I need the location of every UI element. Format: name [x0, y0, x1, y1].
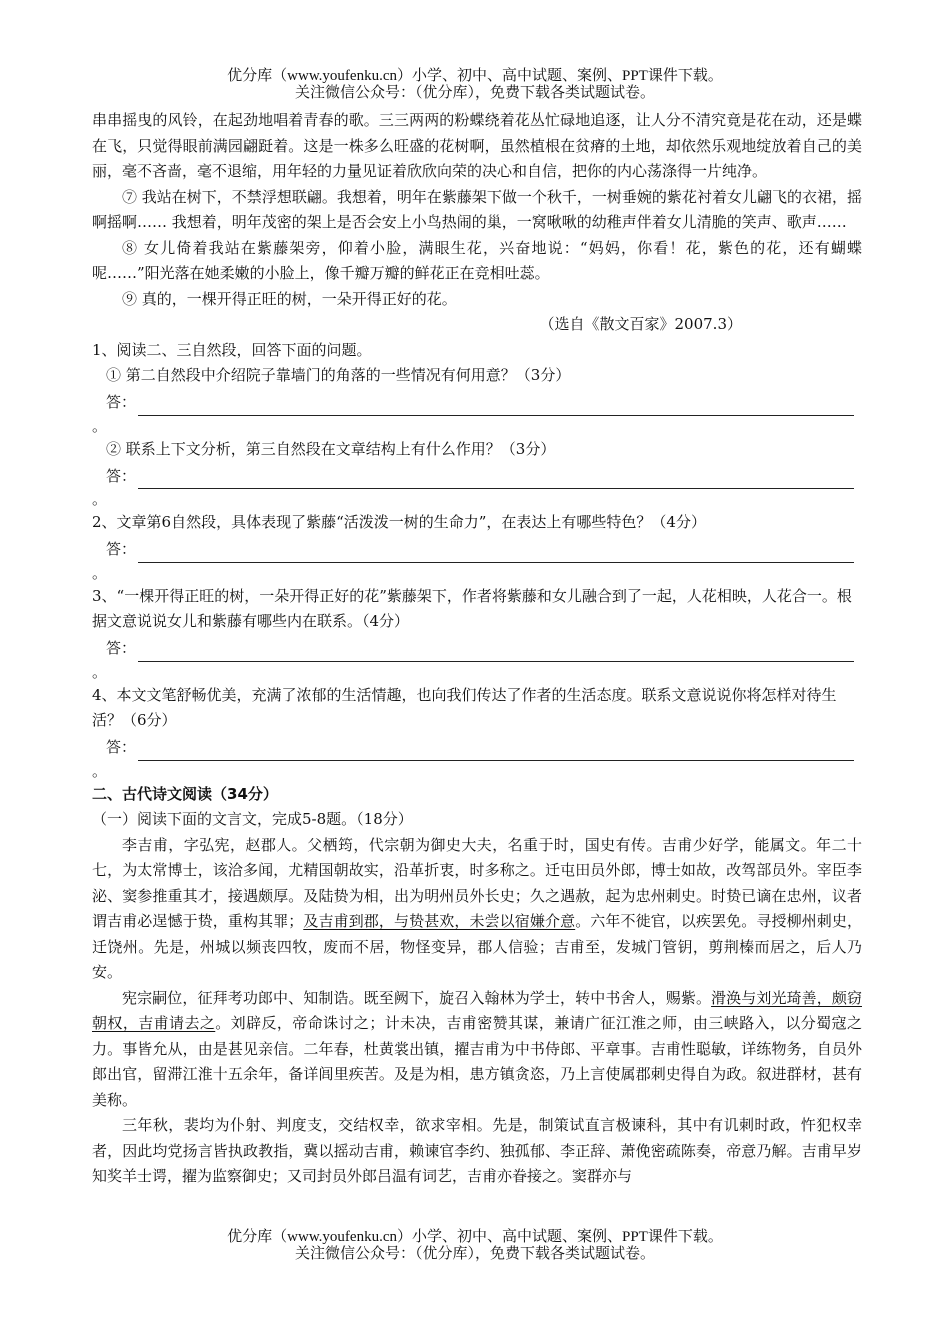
- answer-end-mark: 。: [92, 490, 108, 508]
- classical-text: 宪宗嗣位，征拜考功郎中、知制诰。既至阙下，旋召入翰林为学士，转中书舍人，赐紫。: [122, 988, 712, 1007]
- passage-paragraph-6-continued: 串串摇曳的风铃，在起劲地唱着青春的歌。三三两两的粉蝶绕着花丛忙碌地追逐，让人分不清究竟是花在动，还是蝶在飞，只觉得眼前满园翩跹着。这是一株多么旺盛的花树啊，虽然植根在贫瘠的土地，却依然乐观地绽放着自己的美丽，毫不吝啬，毫不退缩，用年轻的力量见证着欣欣向荣的决心和自信，把你的内心荡涤得一片纯净。: [92, 111, 862, 180]
- page-header: [0, 68, 950, 102]
- answer-line-2[interactable]: [92, 536, 862, 563]
- section-2-instructions: （一）阅读下面的文言文，完成5-8题。（18分）: [92, 810, 413, 828]
- answer-blank[interactable]: [138, 643, 854, 662]
- header-line-1: 优分库（www.youfenku.cn）小学、初中、高中试题、案例、PPT课件下载。: [227, 68, 723, 84]
- classical-text: 。刘辟反，帝命诛讨之；计未决，吉甫密赞其谋，兼请广征江淮之师，由三峡路入，以分蜀寇之力。事皆允从，由是甚见亲信。二年春，杜黄裳出镇，擢吉甫为中书侍郎、平章事。吉甫性聪敏，详练物务，自员外郎出官，留滞江淮十五余年，备详闾里疾苦。及是为相，患方镇贪恣，乃上言使属郡刺史得自为政。叙进群材，甚有美称。: [92, 1014, 862, 1109]
- answer-label: 答：: [106, 466, 137, 485]
- answer-line-4[interactable]: [92, 734, 862, 761]
- classical-text: 李吉甫，字弘宪，赵郡人。父栖筠，代宗朝为御史大夫，名重于时，国史有传。吉甫少好学，能属文。年二十七，为太常博士，该洽多闻，尤精国朝故实，沿革折衷，时多称之。迁屯田员外郎，博士如故，改驾部员外。宰臣李泌、窦参推重其才，接遇颇厚。及陆贽为相，出为明州员外长史；久之遇赦，起为忠州刺史。时贽已谪在忠州，议者谓吉甫必逞憾于贽，重构其罪；: [92, 835, 862, 930]
- answer-label: 答：: [106, 639, 137, 657]
- answer-blank[interactable]: [138, 470, 854, 489]
- answer-end-mark: 。: [92, 761, 108, 780]
- answer-blank[interactable]: [138, 397, 854, 416]
- header-line-2: 关注微信公众号：（优分库），免费下载各类试题试卷。: [294, 85, 655, 101]
- underlined-sentence-2: 滑涣与刘光琦善，颇窃朝权，吉甫请去之: [92, 988, 862, 1032]
- question-2: 2、文章第6自然段，具体表现了紫藤“活泼泼一树的生命力”，在表达上有哪些特色？（4分）: [92, 513, 706, 531]
- answer-label: 答：: [106, 393, 137, 411]
- section-2-title: 二、古代诗文阅读（34分）: [92, 784, 278, 803]
- answer-line-1-1[interactable]: [92, 389, 862, 416]
- question-1: 1、阅读二、三自然段，回答下面的问题。: [92, 340, 372, 359]
- answer-label: 答：: [106, 540, 137, 558]
- question-1-2: ② 联系上下文分析，第三自然段在文章结构上有什么作用？（3分）: [106, 439, 556, 458]
- footer-line-1: 优分库（www.youfenku.cn）小学、初中、高中试题、案例、PPT课件下载。: [227, 1229, 723, 1245]
- answer-label: 答：: [106, 738, 137, 756]
- passage-source: （选自《散文百家》2007.3）: [539, 315, 742, 333]
- question-3: 3、“一棵开得正旺的树，一朵开得正好的花”紫藤架下，作者将紫藤和女儿融合到了一起，人花相映，人花合一。根据文意说说女儿和紫藤有哪些内在联系。（4分）: [92, 586, 852, 630]
- classical-paragraph-2: [92, 986, 862, 1114]
- answer-blank[interactable]: [138, 742, 854, 761]
- classical-text: 。六年不徙官，以疾罢免。寻授柳州刺史，迁饶州。先是，州城以频丧四牧，废而不居，物怪变异，郡人信验；吉甫至，发城门管钥，剪荆榛而居之，后人乃安。: [92, 912, 862, 981]
- passage-paragraph-7: ⑦ 我站在树下，不禁浮想联翩。我想着，明年在紫藤架下做一个秋千，一树垂婉的紫花衬着女儿翩飞的衣裙，摇啊摇啊…… 我想着，明年茂密的架上是否会安上小鸟热闹的巢，一窝啾啾的幼稚声伴着女儿清脆的笑声、歌声……: [92, 187, 862, 231]
- page-content: [92, 108, 862, 1190]
- passage-paragraph-9: ⑨ 真的，一棵开得正旺的树，一朵开得正好的花。: [122, 289, 457, 308]
- question-4: 4、本文文笔舒畅优美，充满了浓郁的生活情趣，也向我们传达了作者的生活态度。联系文意说说你将怎样对待生活？（6分）: [92, 685, 837, 729]
- underlined-sentence-1: 及吉甫到郡，与贽甚欢，未尝以宿嫌介意: [303, 912, 576, 930]
- page-footer: [0, 1229, 950, 1263]
- classical-paragraph-3: 三年秋，裴均为仆射、判度支，交结权幸，欲求宰相。先是，制策试直言极谏科，其中有讥刺时政，忤犯权幸者，因此均党扬言皆执政教指，冀以摇动吉甫，赖谏官李约、独孤郁、李正辞、萧俛密疏陈奏，帝意乃解。吉甫早岁知奖羊士谔，擢为监察御史；又司封员外郎吕温有词艺，吉甫亦眷接之。窦群亦与: [92, 1116, 862, 1185]
- answer-end-mark: 。: [92, 563, 108, 582]
- footer-line-2: 关注微信公众号：（优分库），免费下载各类试题试卷。: [294, 1246, 655, 1262]
- classical-paragraph-1: [92, 833, 862, 986]
- passage-paragraph-8: ⑧ 女儿倚着我站在紫藤架旁，仰着小脸，满眼生花，兴奋地说：“妈妈，你看！花，紫色的花，还有蝴蝶呢……”阳光落在她柔嫩的小脸上，像千瓣万瓣的鲜花正在竞相吐蕊。: [92, 238, 862, 282]
- answer-line-3[interactable]: [92, 635, 862, 662]
- answer-end-mark: 。: [92, 662, 108, 681]
- question-1-1: ① 第二自然段中介绍院子靠墙门的角落的一些情况有何用意？（3分）: [106, 366, 571, 384]
- answer-end-mark: 。: [92, 416, 108, 435]
- answer-line-1-2[interactable]: [92, 462, 862, 489]
- answer-blank[interactable]: [138, 544, 854, 563]
